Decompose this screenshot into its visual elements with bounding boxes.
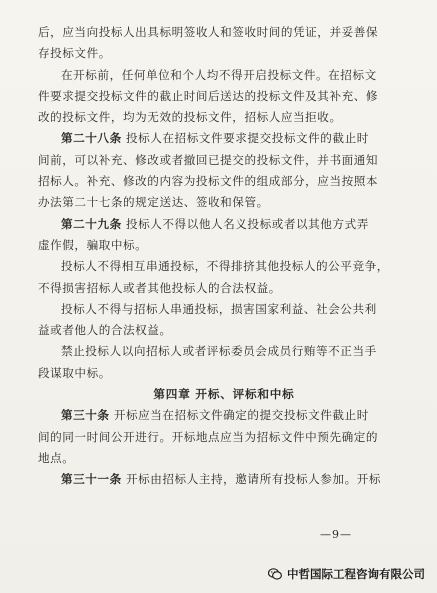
text-line — [38, 405, 410, 426]
paragraph-2 — [38, 65, 410, 129]
article-heading: 第三十条 — [61, 408, 110, 423]
article-31 — [38, 469, 410, 490]
text-line: 办法第二十七条的规定送达、签收和保管。 — [38, 195, 269, 210]
text-line: 益或者他人的合法权益。 — [38, 323, 172, 338]
text-line — [38, 128, 410, 149]
watermark-text: 中哲国际工程咨询有限公司 — [287, 567, 425, 581]
article-heading: 第二十八条 — [61, 131, 122, 146]
text-line: 在开标前，任何单位和个人均不得开启投标文件。在招标文 — [61, 67, 377, 82]
article-heading: 第三十一条 — [61, 472, 122, 487]
paragraph-4 — [38, 299, 410, 342]
text-line: 间的同一时间公开进行。开标地点应当为招标文件中预先确定的 — [38, 429, 379, 444]
text-line: 投标人不得相互串通投标，不得排挤其他投标人的公平竞争， — [61, 259, 389, 274]
text-line — [38, 469, 410, 490]
document-body — [38, 22, 410, 491]
article-heading: 第二十九条 — [61, 216, 122, 231]
text-line: 投标人不得与招标人串通投标，损害国家利益、社会公共利 — [61, 301, 377, 316]
article-text: 开标由招标人主持，邀请所有投标人参加。开标 — [125, 472, 382, 487]
text-line: 禁止投标人以向招标人或者评标委员会成员行贿等不正当手 — [61, 344, 377, 359]
article-28 — [38, 128, 410, 213]
watermark — [268, 566, 425, 582]
chapter-heading: 第四章 开标、评标和中标 — [153, 387, 295, 402]
text-line: 地点。 — [38, 450, 75, 465]
wechat-icon — [268, 568, 282, 580]
paragraph-1 — [38, 22, 410, 65]
paragraph-5 — [38, 341, 410, 384]
text-line: 不得损害招标人或者其他投标人的合法权益。 — [38, 280, 281, 295]
text-line: 间前，可以补充、修改或者撤回已提交的投标文件，并书面通知 — [38, 152, 379, 167]
text-line: 虚作假，骗取中标。 — [38, 237, 148, 252]
paragraph-3 — [38, 256, 410, 299]
text-line — [38, 214, 410, 235]
text-line: 招标人。补充、修改的内容为投标文件的组成部分，应当按照本 — [38, 174, 379, 189]
page-number: —9— — [320, 528, 352, 541]
article-text: 投标人不得以他人名义投标或者以其他方式弄 — [125, 216, 369, 231]
article-30 — [38, 405, 410, 469]
article-text: 开标应当在招标文件确定的提交投标文件截止时 — [113, 408, 369, 423]
article-text: 投标人在招标文件要求提交投标文件的截止时 — [125, 131, 369, 146]
text-line: 段谋取中标。 — [38, 365, 111, 380]
text-line: 后，应当向投标人出具标明签收人和签收时间的凭证，并妥善保 — [38, 25, 379, 39]
text-line: 存投标文件。 — [38, 46, 111, 61]
text-line: 件要求提交投标文件的截止时间后送达的投标文件及其补充、修 — [38, 88, 379, 103]
article-29 — [38, 214, 410, 257]
text-line: 改的投标文件，均为无效的投标文件，招标人应当拒收。 — [38, 110, 342, 125]
